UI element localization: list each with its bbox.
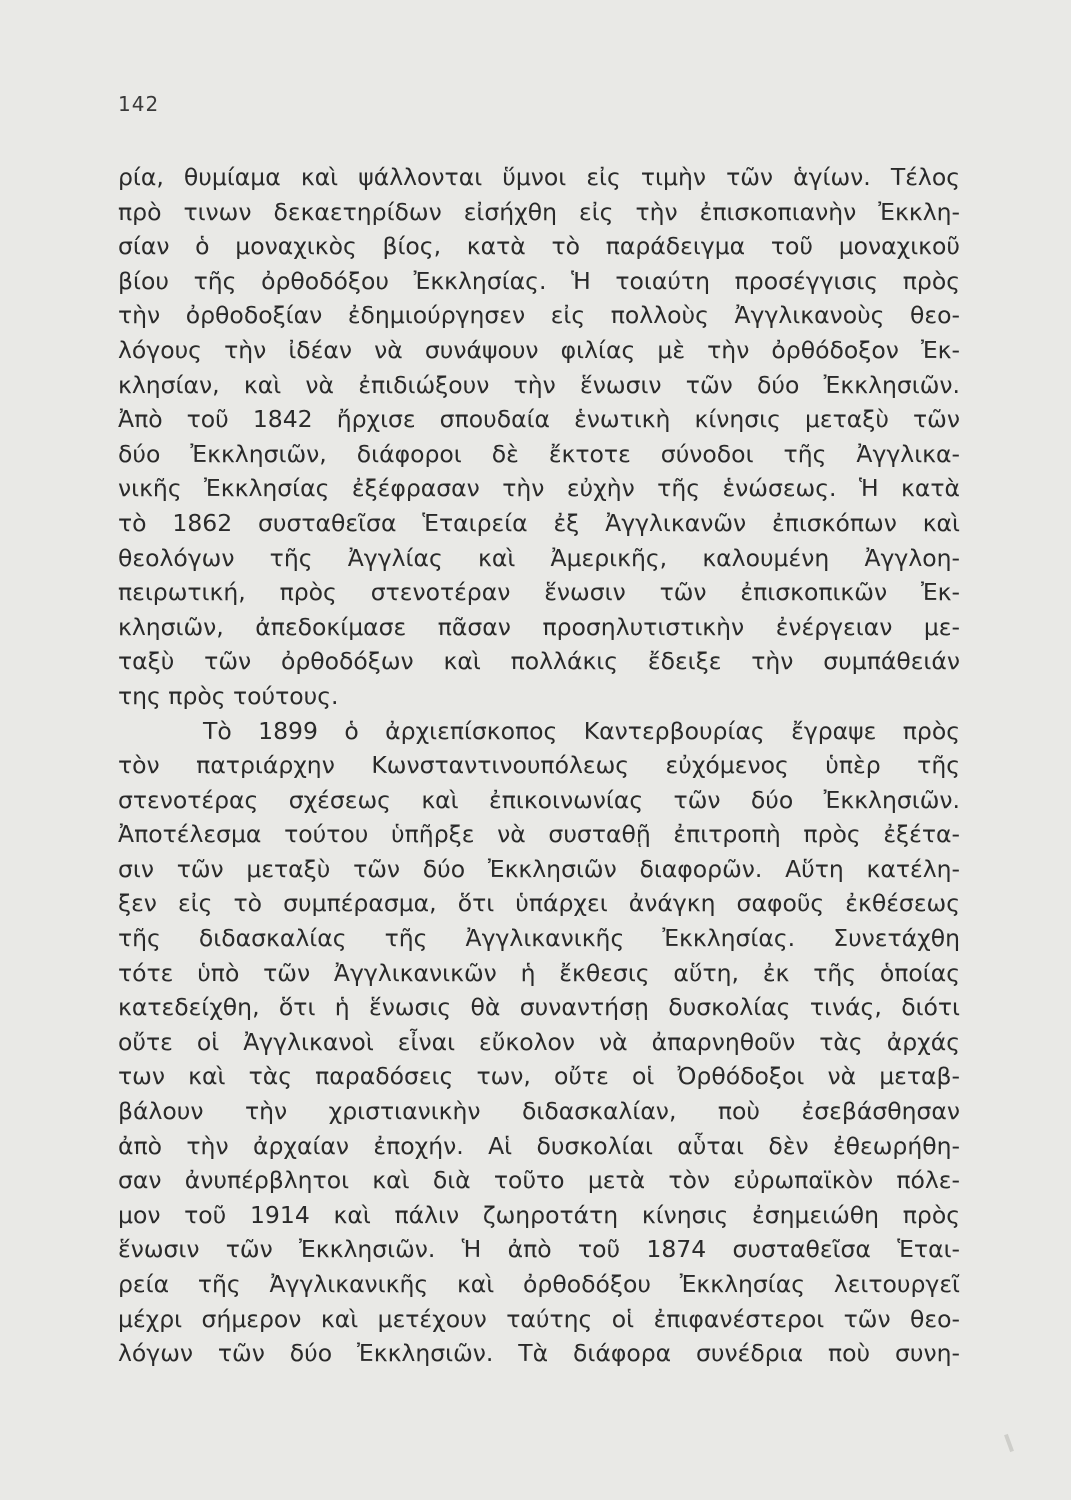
text-line: στενοτέρας σχέσεως καὶ ἐπικοινωνίας τῶν δύο Ἐκκλησιῶν. bbox=[118, 785, 960, 814]
text-line: ἀπὸ τὴν ἀρχαίαν ἐποχήν. Αἱ δυσκολίαι αὗται δὲν ἐθεωρήθη- bbox=[118, 1131, 960, 1160]
text-line: ρία, θυμίαμα καὶ ψάλλονται ὕμνοι εἰς τιμὴν τῶν ἁγίων. Τέλος bbox=[118, 163, 960, 191]
text-line: βίου τῆς ὀρθοδόξου Ἐκκλησίας. Ἡ τοιαύτη προσέγγισις πρὸς bbox=[118, 266, 960, 295]
text-line: πειρωτική, πρὸς στενοτέραν ἕνωσιν τῶν ἐπισκοπικῶν Ἐκ- bbox=[118, 578, 960, 607]
text-line: τότε ὑπὸ τῶν Ἀγγλικανικῶν ἡ ἔκθεσις αὕτη, ἐκ τῆς ὁποίας bbox=[118, 958, 960, 987]
text-line: λόγους τὴν ἰδέαν νὰ συνάψουν φιλίας μὲ τὴν ὀρθόδοξον Ἐκ- bbox=[118, 335, 960, 364]
text-line: σαν ἀνυπέρβλητοι καὶ διὰ τοῦτο μετὰ τὸν εὐρωπαϊκὸν πόλε- bbox=[118, 1166, 960, 1195]
text-line: τὴν ὀρθοδοξίαν ἐδημιούργησεν εἰς πολλοὺς Ἀγγλικανοὺς θεο- bbox=[118, 301, 960, 330]
scan-mark bbox=[1004, 1434, 1014, 1452]
text-line: ξεν εἰς τὸ συμπέρασμα, ὅτι ὑπάρχει ἀνάγκη σαφοῦς ἐκθέσεως bbox=[118, 889, 960, 918]
text-line: τὸν πατριάρχην Κωνσταντινουπόλεως εὐχόμενος ὑπὲρ τῆς bbox=[118, 751, 960, 780]
text-line: κατεδείχθη, ὅτι ἡ ἕνωσις θὰ συναντήσῃ δυσκολίας τινάς, διότι bbox=[118, 993, 960, 1022]
text-line: ταξὺ τῶν ὀρθοδόξων καὶ πολλάκις ἔδειξε τὴν συμπάθειάν bbox=[118, 647, 960, 676]
text-line: των καὶ τὰς παραδόσεις των, οὔτε οἱ Ὀρθόδοξοι νὰ μεταβ- bbox=[118, 1062, 960, 1091]
text-line: Ἀποτέλεσμα τούτου ὑπῆρξε νὰ συσταθῇ ἐπιτροπὴ πρὸς ἐξέτα- bbox=[118, 820, 960, 849]
text-line: της πρὸς τούτους. bbox=[118, 681, 339, 710]
text-line: σίαν ὁ μοναχικὸς βίος, κατὰ τὸ παράδειγμα τοῦ μοναχικοῦ bbox=[118, 232, 960, 261]
text-line: θεολόγων τῆς Ἀγγλίας καὶ Ἀμερικῆς, καλουμένη Ἀγγλοη- bbox=[118, 543, 960, 572]
text-line: ρεία τῆς Ἀγγλικανικῆς καὶ ὀρθοδόξου Ἐκκλησίας λειτουργεῖ bbox=[118, 1270, 960, 1298]
text-line: οὔτε οἱ Ἀγγλικανοὶ εἶναι εὔκολον νὰ ἀπαρνηθοῦν τὰς ἀρχάς bbox=[118, 1027, 960, 1056]
text-line: λόγων τῶν δύο Ἐκκλησιῶν. Τὰ διάφορα συνέδρια ποὺ συνη- bbox=[118, 1339, 960, 1368]
text-line: μέχρι σήμερον καὶ μετέχουν ταύτης οἱ ἐπιφανέστεροι τῶν θεο- bbox=[118, 1304, 960, 1333]
text-line: Τὸ 1899 ὁ ἀρχιεπίσκοπος Καντερβουρίας ἔγραψε πρὸς bbox=[203, 716, 960, 745]
text-line: κλησιῶν, ἀπεδοκίμασε πᾶσαν προσηλυτιστικὴν ἐνέργειαν με- bbox=[118, 612, 960, 641]
text-line: δύο Ἐκκλησιῶν, διάφοροι δὲ ἔκτοτε σύνοδοι τῆς Ἀγγλικα- bbox=[118, 439, 960, 468]
text-line: κλησίαν, καὶ νὰ ἐπιδιώξουν τὴν ἕνωσιν τῶν δύο Ἐκκλησιῶν. bbox=[118, 370, 960, 399]
text-line: μον τοῦ 1914 καὶ πάλιν ζωηροτάτη κίνησις ἐσημειώθη πρὸς bbox=[118, 1200, 960, 1229]
paragraph-1 bbox=[118, 160, 960, 714]
text-line: σιν τῶν μεταξὺ τῶν δύο Ἐκκλησιῶν διαφορῶν. Αὕτη κατέλη- bbox=[118, 854, 960, 883]
paragraph-2 bbox=[118, 714, 960, 1371]
text-line: πρὸ τινων δεκαετηρίδων εἰσήχθη εἰς τὴν ἐπισκοπιανὴν Ἐκκλη- bbox=[118, 197, 960, 226]
page-number: 142 bbox=[118, 92, 160, 116]
body-text bbox=[118, 160, 960, 1371]
text-line: τὸ 1862 συσταθεῖσα Ἑταιρεία ἐξ Ἀγγλικανῶν ἐπισκόπων καὶ bbox=[118, 508, 960, 537]
text-line: νικῆς Ἐκκλησίας ἐξέφρασαν τὴν εὐχὴν τῆς ἑνώσεως. Ἡ κατὰ bbox=[118, 474, 960, 503]
text-line: Ἀπὸ τοῦ 1842 ἤρχισε σπουδαία ἑνωτικὴ κίνησις μεταξὺ τῶν bbox=[118, 405, 960, 434]
text-line: βάλουν τὴν χριστιανικὴν διδασκαλίαν, ποὺ ἐσεβάσθησαν bbox=[118, 1097, 960, 1126]
text-line: τῆς διδασκαλίας τῆς Ἀγγλικανικῆς Ἐκκλησίας. Συνετάχθη bbox=[118, 924, 960, 953]
text-line: ἕνωσιν τῶν Ἐκκλησιῶν. Ἡ ἀπὸ τοῦ 1874 συσταθεῖσα Ἑται- bbox=[118, 1235, 960, 1264]
